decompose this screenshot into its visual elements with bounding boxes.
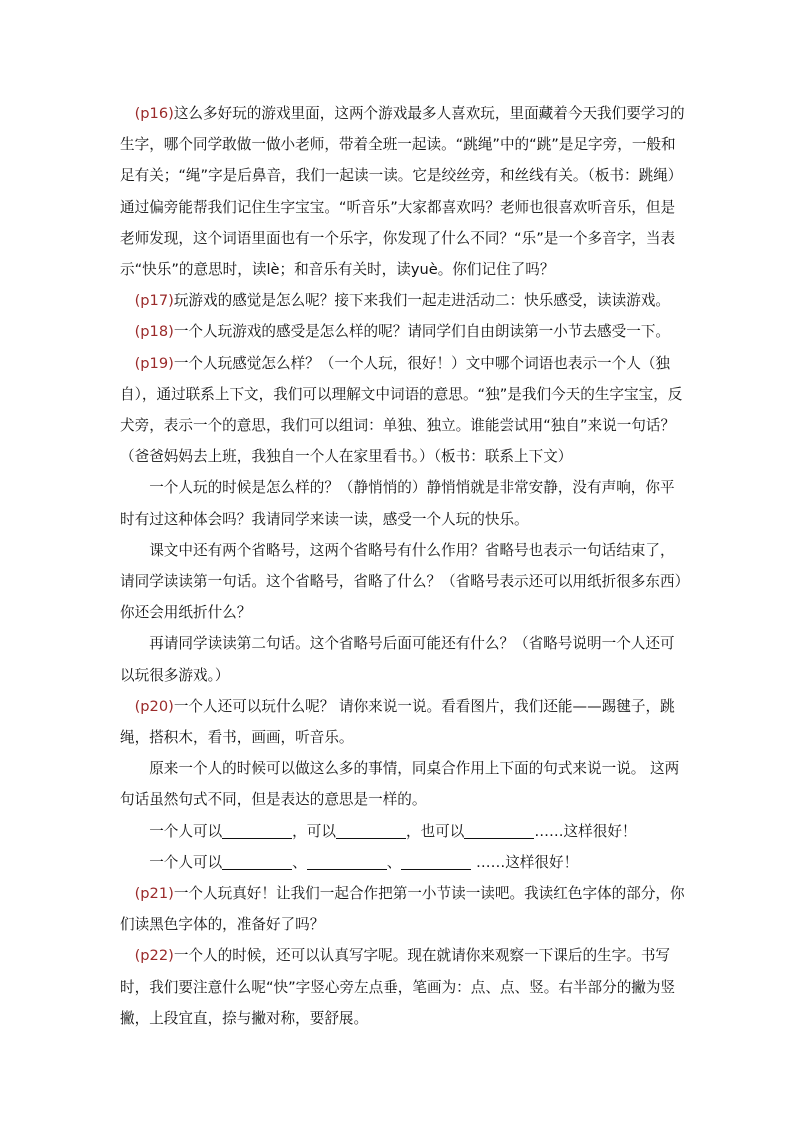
pattern-text: ……这样很好！ <box>534 822 637 840</box>
fill-blank <box>307 853 387 870</box>
paragraph-p17 <box>120 285 685 316</box>
paragraph-quiet <box>120 472 685 534</box>
fill-blank <box>464 822 534 839</box>
paragraph-text: 再请同学读读第二句话。这个省略号后面可能还有什么？（省略号说明一个人还可以玩很多游戏。） <box>120 635 675 684</box>
paragraph-text: 一个人玩游戏的感受是怎么样的呢？请同学们自由朗读第一小节去感受一下。 <box>173 323 671 341</box>
paragraph-text: 这么多好玩的游戏里面，这两个游戏最多人喜欢玩，里面藏着今天我们要学习的生字，哪个同学敢做一做小老师，带着全班一起读。“跳绳”中的“跳”是足字旁，一般和足有关；“绳”字是后鼻音，我们一起读一读。它是绞丝旁，和丝线有关。（板书：跳绳）通过偏旁能帮我们记住生字宝宝。“听音乐”大家都喜欢吗？老师也很喜欢听音乐，但是老师发现，这个词语里面也有一个乐字，你发现了什么不同？“乐”是一个多音字，当表示“快乐”的意思时，读lè；和音乐有关时，读yuè。你们记住了吗？ <box>120 105 685 279</box>
paragraph-p16 <box>120 98 685 285</box>
pattern-text: ，也可以 <box>405 822 465 840</box>
fill-blank <box>336 822 406 839</box>
paragraph-text: 一个人玩的时候是怎么样的？（静悄悄的）静悄悄就是非常安静，没有声响，你平时有过这种体会吗？我请同学来读一读，感受一个人玩的快乐。 <box>120 479 675 528</box>
paragraph-p18 <box>120 316 685 347</box>
paragraph-text: 玩游戏的感觉是怎么呢？接下来我们一起走进活动二：快乐感受，读读游戏。 <box>173 292 671 310</box>
pattern-text: ，可以 <box>292 822 336 840</box>
page-ref-p16: (p16) <box>134 105 174 122</box>
fill-blank <box>222 822 292 839</box>
pattern-text: 、 <box>386 853 402 871</box>
paragraph-ellipsis-1 <box>120 535 685 629</box>
page-ref-p17: (p17) <box>134 292 174 310</box>
page-ref-p18: (p18) <box>134 323 174 341</box>
fill-blank <box>401 853 471 870</box>
pattern-text: 、 <box>292 853 307 871</box>
paragraph-text: 课文中还有两个省略号，这两个省略号有什么作用？省略号也表示一句话结束了，请同学读读第一句话。这个省略号，省略了什么？（省略号表示还可以用纸折很多东西）你还会用纸折什么？ <box>120 541 682 622</box>
pattern-text: 一个人可以 <box>149 853 223 871</box>
paragraph-text: 一个人的时候，还可以认真写字呢。现在就请你来观察一下课后的生字。书写时，我们要注意什么呢“快”字竖心旁左点垂，笔画为：点、点、竖。右半部分的撇为竖撇，上段宜直，捺与撇对称，要舒展。 <box>120 947 676 1027</box>
page-ref-p20: (p20) <box>134 697 174 715</box>
pattern-text: ……这样很好！ <box>471 853 579 871</box>
paragraph-pattern-intro <box>120 753 685 815</box>
sentence-pattern-2 <box>120 847 685 878</box>
sentence-pattern-1 <box>120 816 685 847</box>
page-ref-p21: (p21) <box>134 885 174 903</box>
paragraph-p22 <box>120 940 685 1034</box>
paragraph-text: 一个人玩感觉怎么样？（一个人玩，很好！）文中哪个词语也表示一个人（独自），通过联系上下文，我们可以理解文中词语的意思。“独”是我们今天的生字宝宝，反犬旁，表示一个的意思，我们可以组词：单独、独立。谁能尝试用“独自”来说一句话？（爸爸妈妈去上班，我独自一个人在家里看书。）（板书：联系上下文） <box>120 354 683 466</box>
paragraph-text: 一个人还可以玩什么呢？ 请你来说一说。看看图片，我们还能——踢毽子，跳绳，搭积木，看书，画画，听音乐。 <box>120 697 675 747</box>
pattern-text: 一个人可以 <box>149 822 223 840</box>
paragraph-ellipsis-2 <box>120 628 685 690</box>
paragraph-p20 <box>120 691 685 753</box>
page-ref-p19: (p19) <box>134 354 174 372</box>
paragraph-text: 一个人玩真好！让我们一起合作把第一小节读一读吧。我读红色字体的部分，你们读黑色字体的，准备好了吗？ <box>120 885 685 934</box>
document-body <box>120 98 685 1034</box>
paragraph-text: 原来一个人的时候可以做这么多的事情，同桌合作用上下面的句式来说一说。 这两句话虽然句式不同，但是表达的意思是一样的。 <box>120 760 680 809</box>
paragraph-p21 <box>120 878 685 940</box>
paragraph-p19 <box>120 348 685 473</box>
fill-blank <box>222 853 292 870</box>
page-ref-p22: (p22) <box>134 947 174 965</box>
